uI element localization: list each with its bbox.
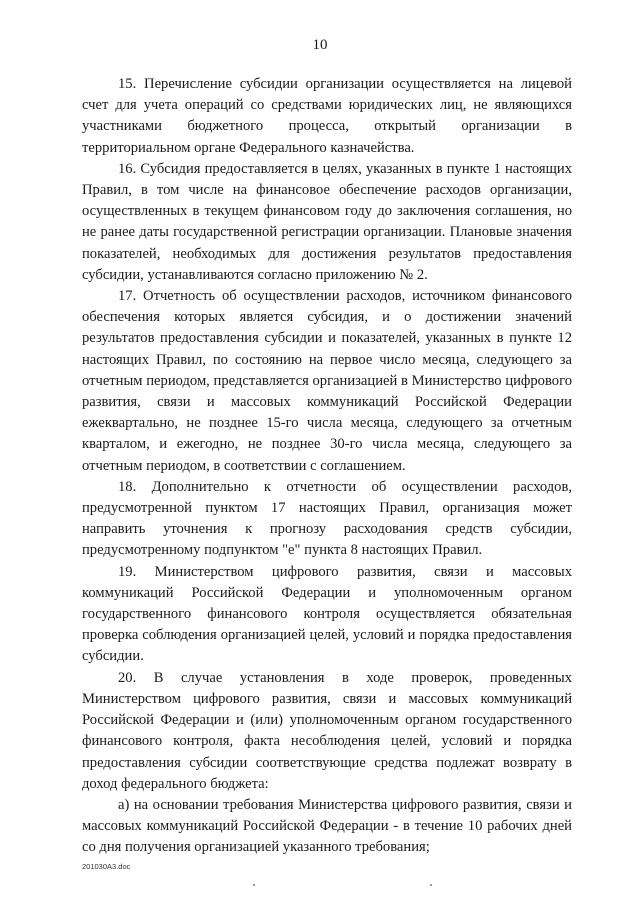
paragraph-16: 16. Субсидия предоставляется в целях, указанных в пункте 1 настоящих Правил, в том числе на финансовое обеспечение расходов организации, осуществленных в текущем финансовом году до заключения соглашения, но не ранее даты государственной регистрации организации. Плановые значения показателей, необходимых для достижения результатов предоставления субсидии, устанавливаются согласно приложению № 2. [82,160,572,283]
page-mark-right [430,884,432,886]
page-mark-left [253,884,255,886]
paragraph-18: 18. Дополнительно к отчетности об осуществлении расходов, предусмотренной пунктом 17 настоящих Правил, организация может направить уточнения к прогнозу расходования средств субсидии, предусмотренному подпунктом "е" пункта 8 настоящих Правил. [82,478,572,559]
paragraph-19: 19. Министерством цифрового развития, связи и массовых коммуникаций Российской Федерации и уполномоченным органом государственного финансового контроля осуществляется обязательная проверка соблюдения организацией целей, условий и порядка предоставления субсидии. [82,563,572,665]
paragraph-17: 17. Отчетность об осуществлении расходов, источником финансового обеспечения которых является субсидия, и о достижении значений результатов предоставления субсидии и показателей, указанных в пункте 12 настоящих Правил, по состоянию на первое число месяца, следующего за отчетным периодом, представляется организацией в Министерство цифрового развития, связи и массовых коммуникаций Российской Федерации ежеквартально, не позднее 15-го числа месяца, следующего за отчетным кварталом, и ежегодно, не позднее 30-го числа месяца, следующего за отчетным периодом, в соответствии с соглашением. [82,288,572,474]
page-number: 10 [312,37,328,53]
footer-file-name: 201030A3.doc [82,862,131,871]
paragraph-20a: а) на основании требования Министерства цифрового развития, связи и массовых коммуникаций Российской Федерации - в течение 10 рабочих дней со дня получения организацией указанного требования; [82,796,572,856]
paragraph-20: 20. В случае установления в ходе проверок, проведенных Министерством цифрового развития, связи и массовых коммуникаций Российской Федерации и (или) уполномоченным органом государственного финансового контроля, факта несоблюдения целей, условий и порядка предоставления субсидии соответствующие средства подлежат возврату в доход федерального бюджета: [82,669,572,792]
paragraph-15: 15. Перечисление субсидии организации осуществляется на лицевой счет для учета операций со средствами юридических лиц, не являющихся участниками бюджетного процесса, открытый организации в территориальном органе Федерального казначейства. [82,76,572,156]
document-body [82,74,572,859]
